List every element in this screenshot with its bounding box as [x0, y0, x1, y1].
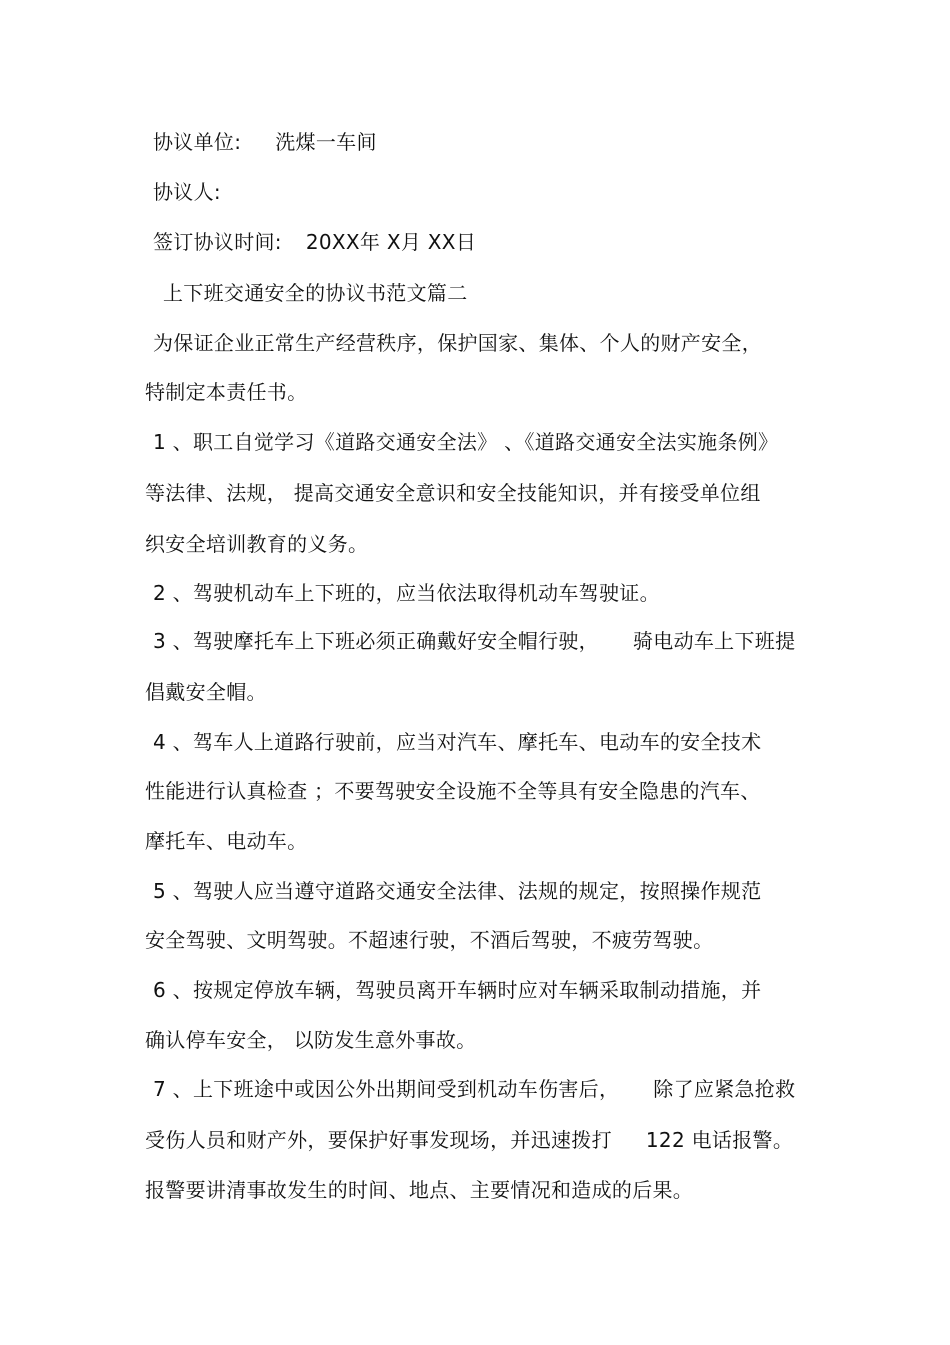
- item-6-line-1: 6 、按规定停放车辆，驾驶员离开车辆时应对车辆采取制动措施，并: [153, 978, 762, 1002]
- item-1-line-3: 织安全培训教育的义务。: [145, 532, 369, 556]
- agreement-person-label: 协议人:: [153, 180, 221, 204]
- item-4-line-1: 4 、驾车人上道路行驶前，应当对汽车、摩托车、电动车的安全技术: [153, 730, 762, 754]
- item-3-line-1-part-b: 骑电动车上下班提: [632, 629, 796, 653]
- item-7-line-1: [153, 1076, 795, 1102]
- item-3-line-1-part-a: 3 、驾驶摩托车上下班必须正确戴好安全帽行驶，: [153, 629, 599, 653]
- intro-line-2: 特制定本责任书。: [145, 380, 308, 404]
- item-7-line-3: 报警要讲清事故发生的时间、地点、主要情况和造成的后果。: [145, 1178, 694, 1202]
- agreement-unit-value: 洗煤一车间: [275, 130, 377, 154]
- item-1-line-2: 等法律、法规， 提高交通安全意识和安全技能知识，并有接受单位组: [145, 481, 761, 505]
- item-3-line-1: [153, 628, 795, 654]
- agreement-person-line: [153, 179, 221, 205]
- item-1-line-1: 1 、职工自觉学习《道路交通安全法》 、《道路交通安全法实施条例》: [153, 430, 779, 454]
- agreement-unit-label: 协议单位:: [153, 130, 242, 154]
- item-7-line-2-part-b: 122 电话报警。: [645, 1128, 794, 1152]
- item-4-line-2: 性能进行认真检查 ；不要驾驶安全设施不全等具有安全隐患的汽车、: [145, 779, 761, 803]
- agreement-date-line: [153, 229, 476, 255]
- agreement-date-label: 签订协议时间:: [153, 230, 282, 254]
- item-7-line-1-part-b: 除了应紧急抢救: [653, 1077, 796, 1101]
- item-2-line-1: 2 、驾驶机动车上下班的，应当依法取得机动车驾驶证。: [153, 581, 660, 605]
- item-7-line-2-part-a: 受伤人员和财产外，要保护好事发现场，并迅速拨打: [145, 1128, 612, 1152]
- item-5-line-1: 5 、驾驶人应当遵守道路交通安全法律、法规的规定，按照操作规范: [153, 879, 762, 903]
- item-5-line-2: 安全驾驶、文明驾驶。不超速行驶，不酒后驾驶，不疲劳驾驶。: [145, 928, 714, 952]
- item-4-line-3: 摩托车、电动车。: [145, 829, 308, 853]
- intro-line-1: 为保证企业正常生产经营秩序，保护国家、集体、个人的财产安全，: [153, 331, 762, 355]
- item-7-line-2: [145, 1127, 793, 1153]
- agreement-date-value: 20XX年 X月 XX日: [305, 230, 477, 254]
- agreement-unit-line: [153, 129, 377, 155]
- item-7-line-1-part-a: 7 、上下班途中或因公外出期间受到机动车伤害后，: [153, 1077, 620, 1101]
- item-3-line-2: 倡戴安全帽。: [145, 680, 267, 704]
- item-6-line-2: 确认停车安全， 以防发生意外事故。: [145, 1028, 477, 1052]
- section-title: 上下班交通安全的协议书范文篇二: [163, 281, 468, 305]
